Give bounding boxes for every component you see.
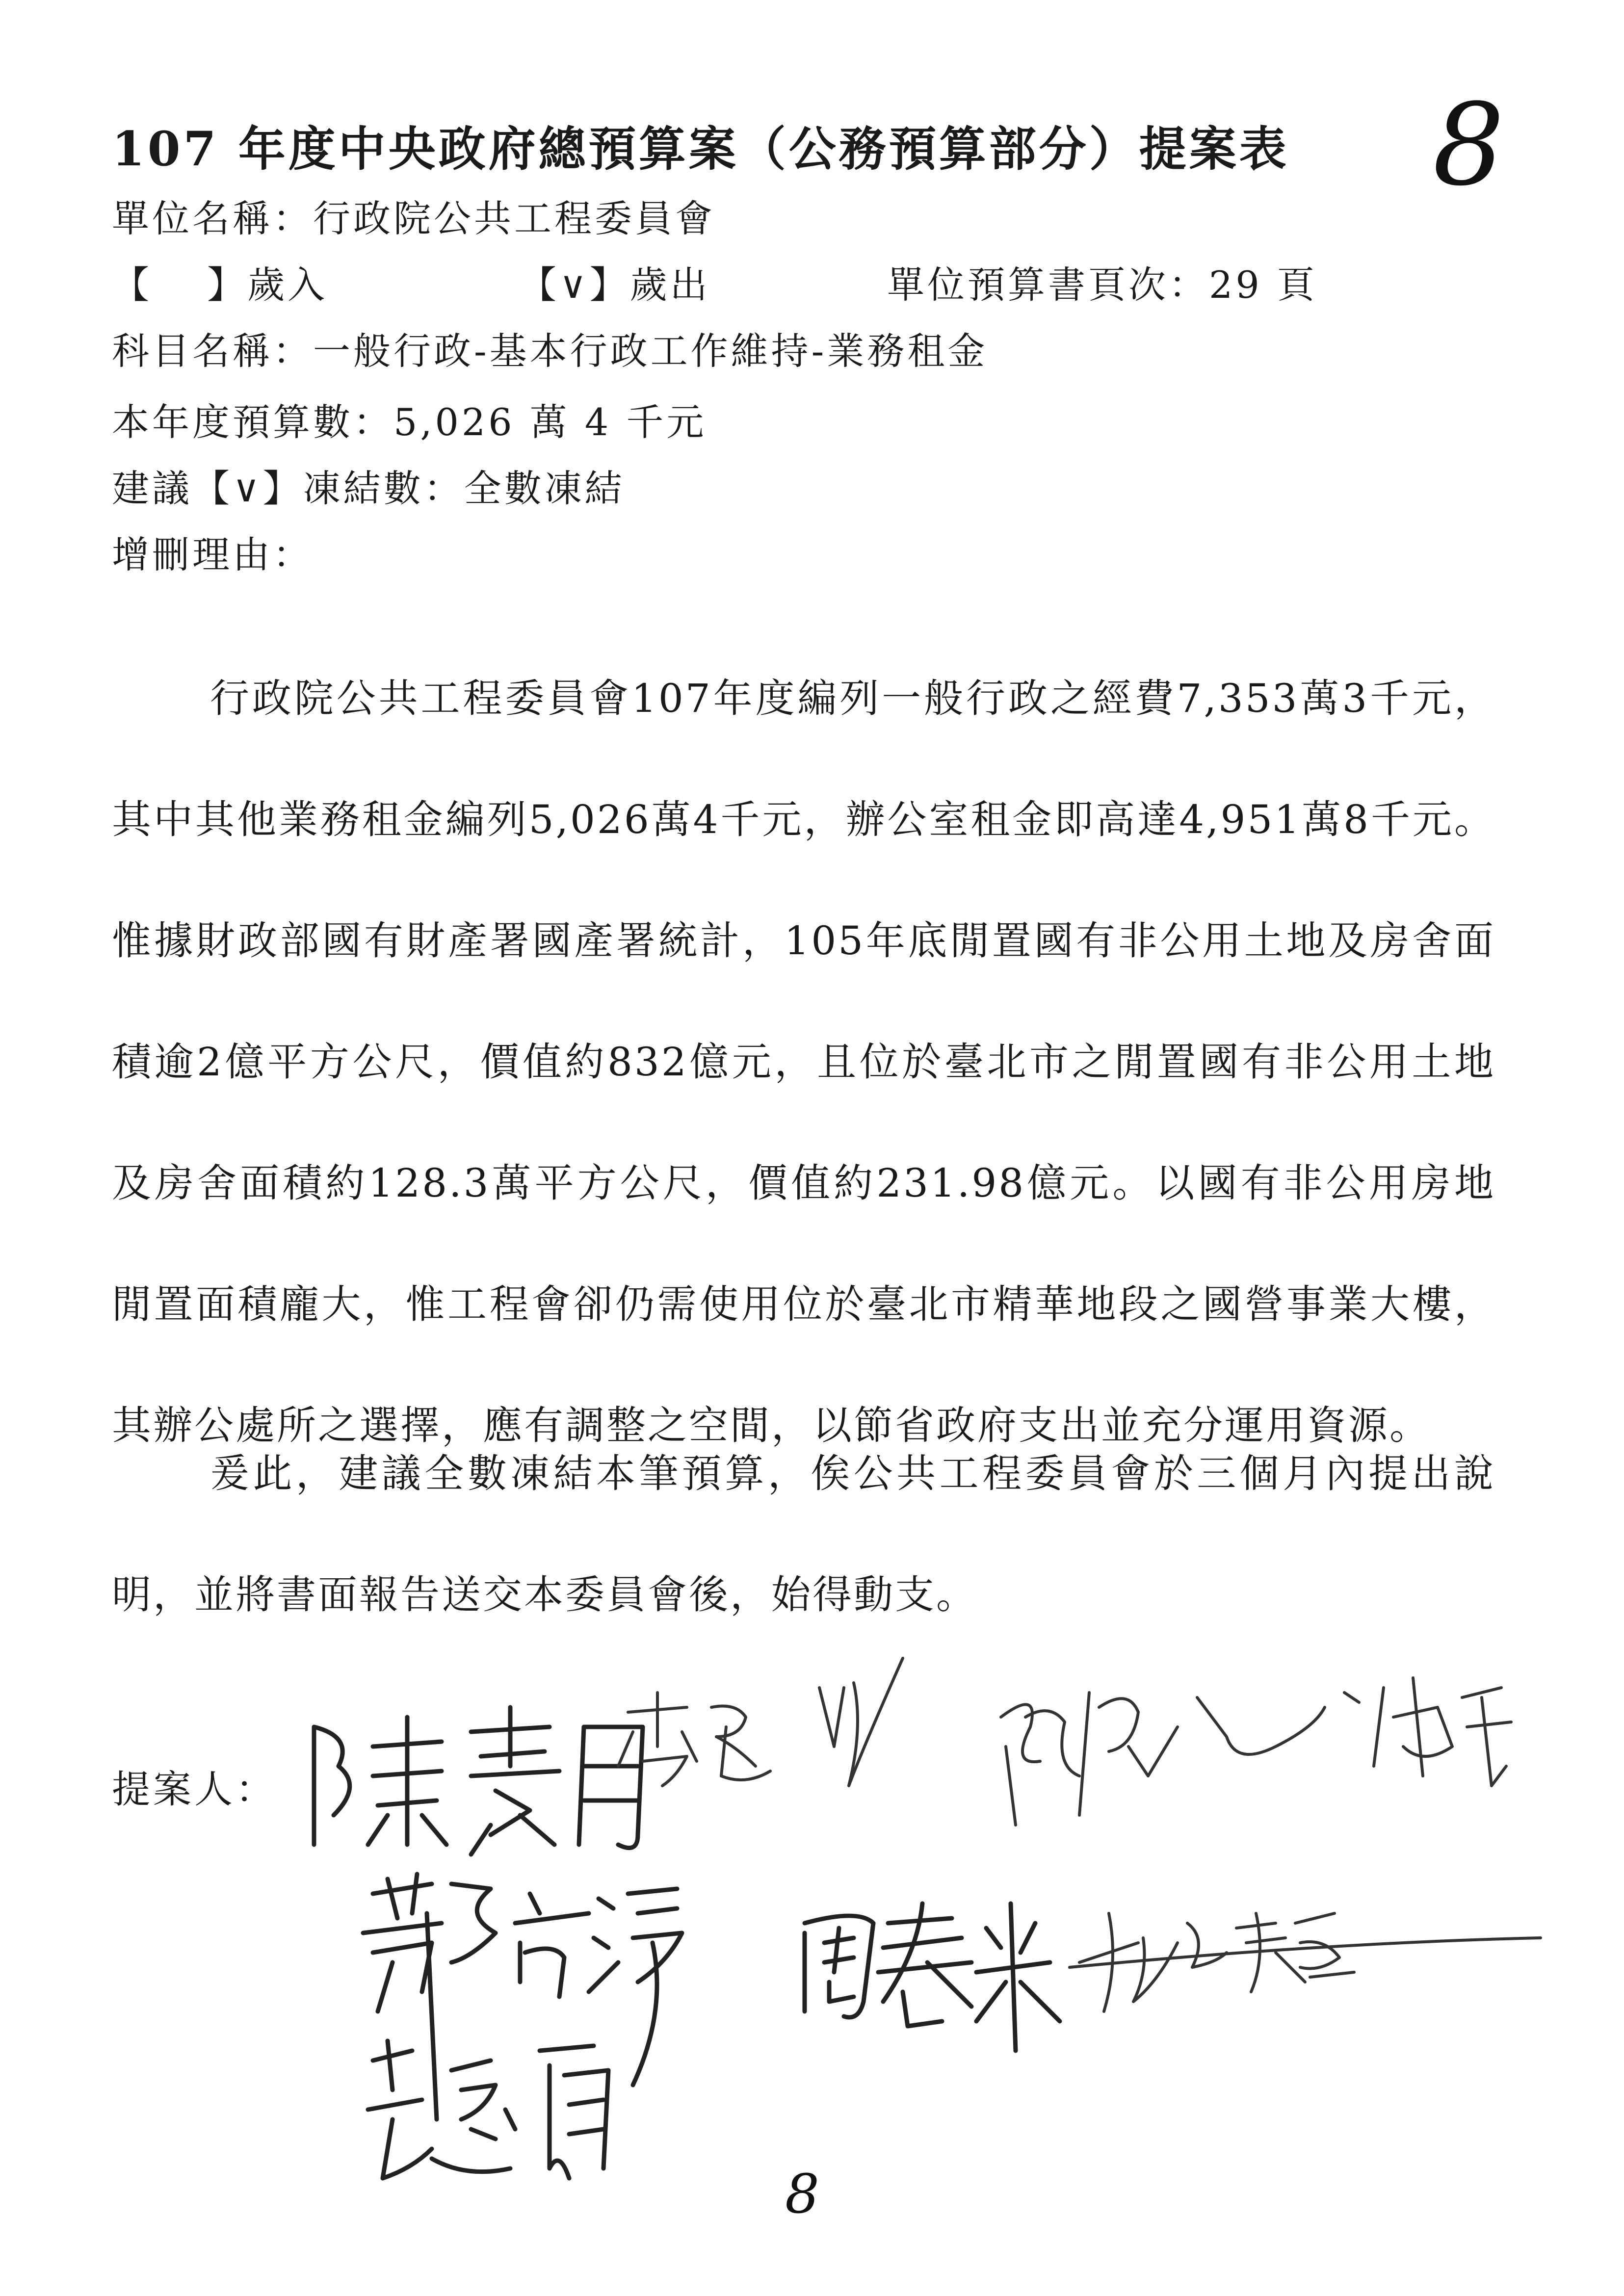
signature-stroke-right [1070, 1913, 1541, 2011]
expense-checkbox: 【∨】歲出 [519, 263, 710, 307]
reason-paragraph-2: 爰此，建議全數凍結本筆預算，俟公共工程委員會於三個月內提出說明，並將書面報告送交本委員會後，始得動支。 [112, 1451, 1495, 1618]
signature-chen-su-yue [314, 1707, 643, 1854]
budget-page-reference: 單位預算書頁次：29 頁 [887, 263, 1317, 307]
bottom-page-number: 8 [785, 2163, 819, 2225]
income-checkbox: 【 】歲入 [112, 263, 328, 307]
document-title: 107 年度中央政府總預算案（公務預算部分）提案表 [112, 121, 1289, 177]
signature-chou-chun-mi [805, 1904, 1060, 2051]
subject-name: 科目名稱：一般行政-基本行政工作維持-業務租金 [112, 329, 988, 373]
freeze-suggestion: 建議【∨】凍結數：全數凍結 [112, 467, 625, 510]
handwritten-page-number-text: 8 [1433, 80, 1505, 201]
unit-name: 單位名稱：行政院公共工程委員會 [112, 197, 715, 240]
proposer-label: 提案人： [112, 1768, 277, 1812]
reason-paragraph-1: 行政院公共工程委員會107年度編列一般行政之經費7,353萬3千元，其中其他業務租金編列5,026萬4千元，辦公室租金即高達4,951萬8千元。惟據財政部國有財產署國產署統計，105年底閒置國有非公用土地及房舍面積逾2億平方公尺，價值約832億元，且位於臺北市之閒置國有非公用土地及房舍面積約128.3萬平方公尺，價值約231.98億元。以國有非公用房地閒置面積龐大，惟工程會卻仍需使用位於臺北市精華地段之國營事業大樓，其辦公處所之選擇，應有調整之空間，以節省政府支出並充分運用資源。 [112, 676, 1495, 1448]
reason-label: 增刪理由： [112, 533, 313, 576]
current-budget: 本年度預算數：5,026 萬 4 千元 [112, 400, 707, 444]
signature-bottom [368, 2041, 608, 2178]
signature-chen-chi-mai [1001, 1678, 1511, 1825]
signature-li-kun-ze [618, 1658, 903, 1786]
signature-cheng-pao-ching [363, 1874, 682, 2119]
